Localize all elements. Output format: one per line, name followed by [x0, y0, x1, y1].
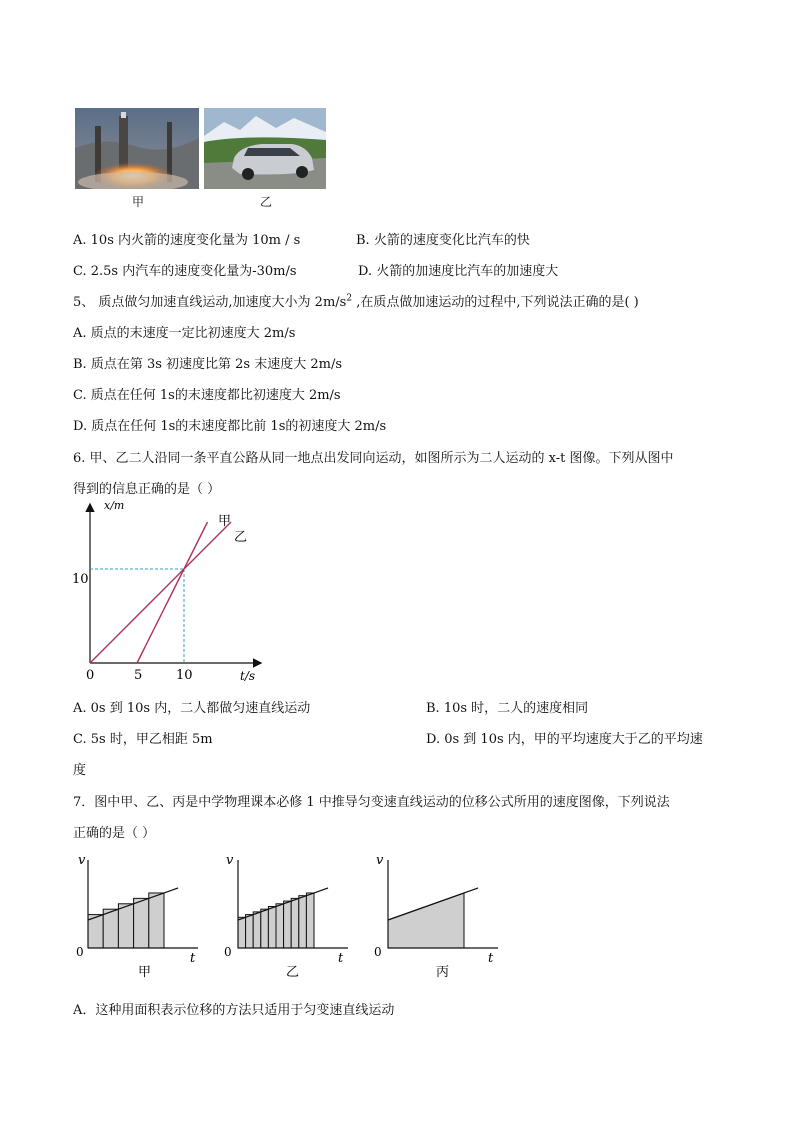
q6-option-d: D. 0s 到 10s 内，甲的平均速度大于乙的平均速 [426, 732, 703, 747]
area-trapezoid [388, 893, 464, 948]
t-label: t [190, 951, 196, 966]
series-label-yi: 乙 [234, 530, 248, 545]
q4-option-b: B. 火箭的速度变化比汽车的快 [356, 233, 530, 248]
v-label: v [78, 853, 86, 868]
q5-option-b: B. 质点在第 3s 初速度比第 2s 末速度大 2m/s [73, 357, 343, 372]
origin-label: 0 [224, 945, 232, 959]
area-bar [306, 893, 314, 948]
vt-figure-jia [70, 850, 210, 980]
origin-label: 0 [76, 945, 84, 959]
area-bar [299, 896, 307, 948]
x-tick-0: 0 [86, 668, 95, 683]
photo-caption-left: 甲 [132, 195, 145, 209]
v-label: v [226, 853, 234, 868]
figure-caption: 乙 [286, 965, 300, 980]
area-bar [118, 904, 133, 948]
q7-stem-line1: 7．图中甲、乙、丙是中学物理课本必修 1 中推导匀变速直线运动的位移公式所用的速度图像，下列说法 [73, 795, 670, 810]
q5-stem-sup: 2 [346, 293, 353, 304]
area-bar [284, 901, 292, 948]
q7-stem-line2: 正确的是（ ） [73, 826, 156, 841]
series-label-jia: 甲 [218, 514, 232, 529]
v-label: v [376, 853, 384, 868]
q6-stem-line1: 6. 甲、乙二人沿同一条平直公路从同一地点出发同向运动，如图所示为二人运动的 x-t 图像。下列从图中 [73, 451, 674, 466]
x-axis-label: t/s [240, 669, 256, 683]
q6-option-c: C. 5s 时，甲乙相距 5m [73, 732, 213, 747]
q5-option-c: C. 质点在任何 1s的末速度都比初速度大 2m/s [73, 388, 341, 403]
area-bar [134, 898, 149, 948]
area-bar [246, 915, 254, 948]
q6-option-b: B. 10s 时，二人的速度相同 [426, 701, 589, 716]
area-bar [268, 906, 276, 948]
x-tick-5: 5 [134, 668, 143, 683]
q6-stem-line2: 得到的信息正确的是（ ） [73, 482, 221, 497]
figure-caption: 甲 [138, 965, 152, 980]
area-bar [149, 893, 164, 948]
car-photo [204, 108, 326, 189]
q5-option-d: D. 质点在任何 1s的末速度都比前 1s的初速度大 2m/s [73, 419, 387, 434]
series-line-jia [137, 522, 208, 663]
q7-option-a: A．这种用面积表示位移的方法只适用于匀变速直线运动 [73, 1003, 395, 1018]
q5-stem [73, 291, 639, 310]
y-tick-10: 10 [72, 572, 89, 587]
q6-option-a: A. 0s 到 10s 内，二人都做匀速直线运动 [73, 701, 311, 716]
q4-option-c: C. 2.5s 内汽车的速度变化量为-30m/s [73, 264, 297, 279]
rocket-photo [75, 108, 199, 189]
area-bar [253, 912, 261, 948]
area-bar [291, 898, 299, 948]
q5-stem-text-2: ,在质点做加速运动的过程中,下列说法正确的是( ) [352, 295, 639, 310]
area-bar [103, 909, 118, 948]
series-line-yi [90, 522, 231, 663]
origin-label: 0 [374, 945, 382, 959]
q4-option-a: A. 10s 内火箭的速度变化量为 10m / s [73, 233, 301, 248]
q4-option-d: D. 火箭的加速度比汽车的加速度大 [358, 264, 559, 279]
x-tick-10: 10 [176, 668, 193, 683]
area-bar [276, 904, 284, 948]
figure-caption: 丙 [436, 965, 450, 980]
q5-option-a: A. 质点的末速度一定比初速度大 2m/s [73, 326, 296, 341]
vt-figure-yi [220, 850, 360, 980]
t-label: t [338, 951, 344, 966]
q5-stem-text: 5、 质点做匀加速直线运动,加速度大小为 2m/s [73, 295, 347, 310]
area-bar [261, 909, 269, 948]
q6-option-d-cont: 度 [73, 763, 87, 778]
y-axis-label: x/m [104, 499, 125, 512]
photo-caption-right: 乙 [260, 195, 273, 209]
t-label: t [488, 951, 494, 966]
area-bar [238, 917, 246, 948]
vt-figure-bing [370, 850, 510, 980]
xt-graph [70, 495, 270, 685]
